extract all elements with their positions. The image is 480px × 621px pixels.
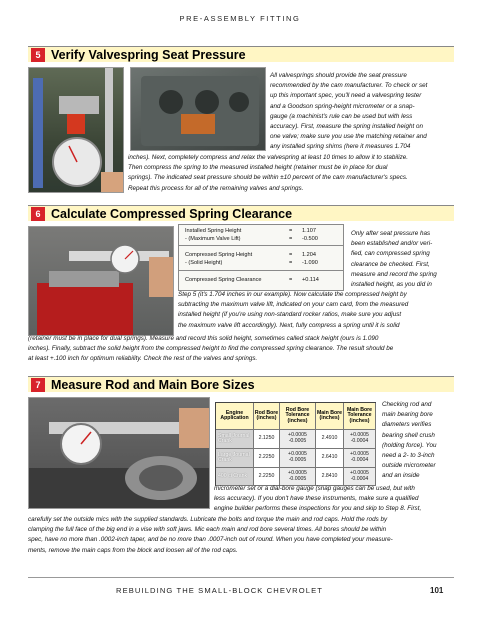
text-line: ments, remove the main caps from the block and loosen all of the rod caps. <box>28 546 238 554</box>
text-line: installed height, as you did in <box>351 281 432 289</box>
step-number-5: 5 <box>31 48 45 62</box>
section-5-text-full <box>128 153 460 194</box>
row-engine-application <box>216 430 254 449</box>
cell-text: -0.0004 <box>350 457 369 463</box>
cell-rod-bore: 2.1250 <box>254 430 280 449</box>
row-engine-application <box>216 449 254 468</box>
running-header: PRE-ASSEMBLY FITTING <box>179 14 301 23</box>
book-title: REBUILDING THE SMALL-BLOCK CHEVROLET <box>116 586 323 595</box>
cell-text: -0.0004 <box>350 438 369 444</box>
row-value: -1.090 <box>302 260 318 266</box>
text-line: less accuracy). If you don't have these instruments, make sure a qualified <box>214 495 419 503</box>
step-number-7: 7 <box>31 378 45 392</box>
section-7-text-full <box>28 515 464 556</box>
text-line: the maximum valve lift accordingly). Next, fully compress a spring until it is solid <box>178 321 400 329</box>
row-label: Compressed Spring Height <box>185 252 253 258</box>
text-line: fied, can compressed spring <box>351 250 430 258</box>
spring-clearance-table <box>178 224 344 291</box>
row-equals: = <box>289 260 293 266</box>
valvespring-tester-photo <box>28 67 124 193</box>
text-line: gauge (a machinist's rule can be used but with less <box>270 112 413 120</box>
spring-height-micrometer-photo <box>130 67 266 151</box>
calipers-vise-photo <box>28 226 174 336</box>
text-line: clamping the full face of the big end in a vise with soft jaws. Mic each main and rod bore several times. All bores should be within <box>28 526 387 534</box>
text-line: accuracy). First, measure the spring installed height on <box>270 123 423 131</box>
text-line: one valve; make sure you use the matching retainer and <box>270 133 427 141</box>
cell-main-bore: 2.6410 <box>316 449 344 468</box>
cell-text: Large Journal Crank <box>218 451 250 463</box>
text-line: engine builder performs these inspections for you and skip to Step 8. First, <box>214 505 422 513</box>
text-line: installed height (if you're using non-standard rocker ratios, make sure you adjust <box>178 311 402 319</box>
row-value: 1.107 <box>302 228 316 234</box>
cell-rod-tolerance <box>280 449 316 468</box>
text-line: outside micrometer <box>382 462 436 470</box>
cell-rod-bore: 2.2250 <box>254 449 280 468</box>
bore-micrometer-photo <box>28 397 210 509</box>
row-equals: = <box>289 277 293 283</box>
cell-text: -0.0005 <box>288 457 307 463</box>
text-line: diameters verifies <box>382 421 432 429</box>
text-line: bearing shell crush <box>382 431 435 439</box>
row-equals: = <box>289 252 293 258</box>
text-line: Repeat this process for all of the remaining valves and springs. <box>128 184 304 192</box>
text-line: up this important spec, you'll need a valvespring tester <box>270 92 422 100</box>
text-line: and a Goodson spring-height micrometer or a snap- <box>270 102 415 110</box>
page-number: 101 <box>430 586 444 595</box>
text-line: subtracting the maximum valve lift, indicated on your cam card, from the measured <box>178 301 409 309</box>
text-line: (retainer must be in place for dual springs). Measure and record this solid height, sometimes called stack height (ours is 1.090 <box>28 335 379 342</box>
cell-text: +0.0005 <box>288 451 307 458</box>
row-equals: = <box>289 236 293 242</box>
row-label: - (Solid Height) <box>185 260 223 266</box>
section-6-title: Calculate Compressed Spring Clearance <box>51 206 293 221</box>
bore-spec-table <box>215 402 376 486</box>
header-engine-application: Engine Application <box>216 403 254 430</box>
cell-text: -0.0005 <box>288 438 307 444</box>
cell-text: +0.0005 <box>288 432 307 439</box>
section-7-title: Measure Rod and Main Bore Sizes <box>51 377 255 392</box>
cell-text: -0.0004 <box>350 475 369 482</box>
row-value: +0.114 <box>302 277 319 283</box>
cell-text: -0.0005 <box>288 475 307 482</box>
text-line: Checking rod and <box>382 401 432 408</box>
text-line: any installed spring shims (here it measures 1.704 <box>270 143 411 151</box>
section-5-text-right <box>270 71 456 153</box>
header-rod-bore: Rod Bore (inches) <box>254 403 280 430</box>
text-line: clearance be checked. First, <box>351 260 430 268</box>
text-line: All valvesprings should provide the seat pressure <box>270 72 407 79</box>
text-line: (holding force). You <box>382 441 437 449</box>
cell-rod-bore: 2.2250 <box>254 468 280 486</box>
text-line: recommended by the cam manufacturer. To check or set <box>270 82 428 90</box>
row-label: Compressed Spring Clearance <box>185 277 262 283</box>
row-equals: = <box>289 228 293 234</box>
section-6-text-right <box>351 229 461 290</box>
text-line: inches). Next, completely compress and relax the valvespring at least 10 times to allow it to stabilize. <box>128 154 408 161</box>
row-value: -0.500 <box>302 236 318 242</box>
header-rod-bore-tolerance: Rod Bore Tolerance (inches) <box>280 403 316 430</box>
text-line: been established and/or veri- <box>351 240 433 248</box>
cell-text: +0.0005 <box>350 469 369 476</box>
cell-text: +0.0005 <box>288 469 307 476</box>
section-6-text-mid <box>178 290 460 331</box>
row-value: 1.204 <box>302 252 316 258</box>
text-line: springs). The indicated seat pressure should be within ±10 percent of the cam manufacturer's specs. <box>128 174 408 182</box>
text-line: Only after seat pressure has <box>351 230 431 237</box>
text-line: measure and record the spring <box>351 270 437 278</box>
cell-text: +0.0005 <box>350 451 369 458</box>
section-7-heading <box>28 376 454 392</box>
text-line: at least +.100 inch for optimum reliability. Check the rest of the valves and springs. <box>28 355 258 363</box>
cell-text: 400 ci Crank <box>218 472 248 479</box>
cell-rod-tolerance <box>280 430 316 449</box>
section-6-text-full <box>28 334 464 365</box>
cell-main-bore: 2.4910 <box>316 430 344 449</box>
header-main-bore: Main Bore (inches) <box>316 403 344 430</box>
text-line: inches). Finally, subtract the solid height from the compressed height to find the compressed spring clearance. The result should be <box>28 345 394 353</box>
text-line: spec, have no more than .0002-inch taper, and be no more than .0007-inch out of round. When you have completed your measure- <box>28 536 393 544</box>
section-6-heading <box>28 205 454 221</box>
cell-main-tolerance <box>344 430 376 449</box>
step-number-6: 6 <box>31 207 45 221</box>
section-5-heading <box>28 46 454 62</box>
table-divider <box>179 245 343 246</box>
text-line: carefully set the outside mics with the supplied standards. Lubricate the bolts and torque the main and rod caps. Hold the rods by <box>28 516 388 523</box>
footer-divider <box>28 577 454 578</box>
section-7-text-mid <box>214 484 464 515</box>
cell-main-tolerance <box>344 449 376 468</box>
cell-text: Small Journal Crank <box>218 432 250 444</box>
text-line: Then compress the spring to the measured installed height (retainer must be in place for dual <box>128 164 388 172</box>
row-label: - (Maximum Valve Lift) <box>185 236 241 242</box>
text-line: Step 5 (it's 1.704 inches in our example). Now calculate the compressed height by <box>178 291 407 298</box>
row-label: Installed Spring Height <box>185 228 242 234</box>
text-line: main bearing bore <box>382 411 433 419</box>
section-5-title: Verify Valvespring Seat Pressure <box>51 47 246 62</box>
section-7-text-right <box>382 400 466 482</box>
text-line: need a 2- to 3-inch <box>382 452 435 460</box>
cell-main-bore: 2.8410 <box>316 468 344 486</box>
table-divider <box>179 270 343 271</box>
text-line: and an inside <box>382 472 420 480</box>
cell-text: +0.0005 <box>350 432 369 439</box>
text-line: micrometer set or a dial-bore gauge (snap gauges can be used, but with <box>214 485 415 492</box>
header-main-bore-tolerance: Main Bore Tolerance (inches) <box>344 403 376 430</box>
